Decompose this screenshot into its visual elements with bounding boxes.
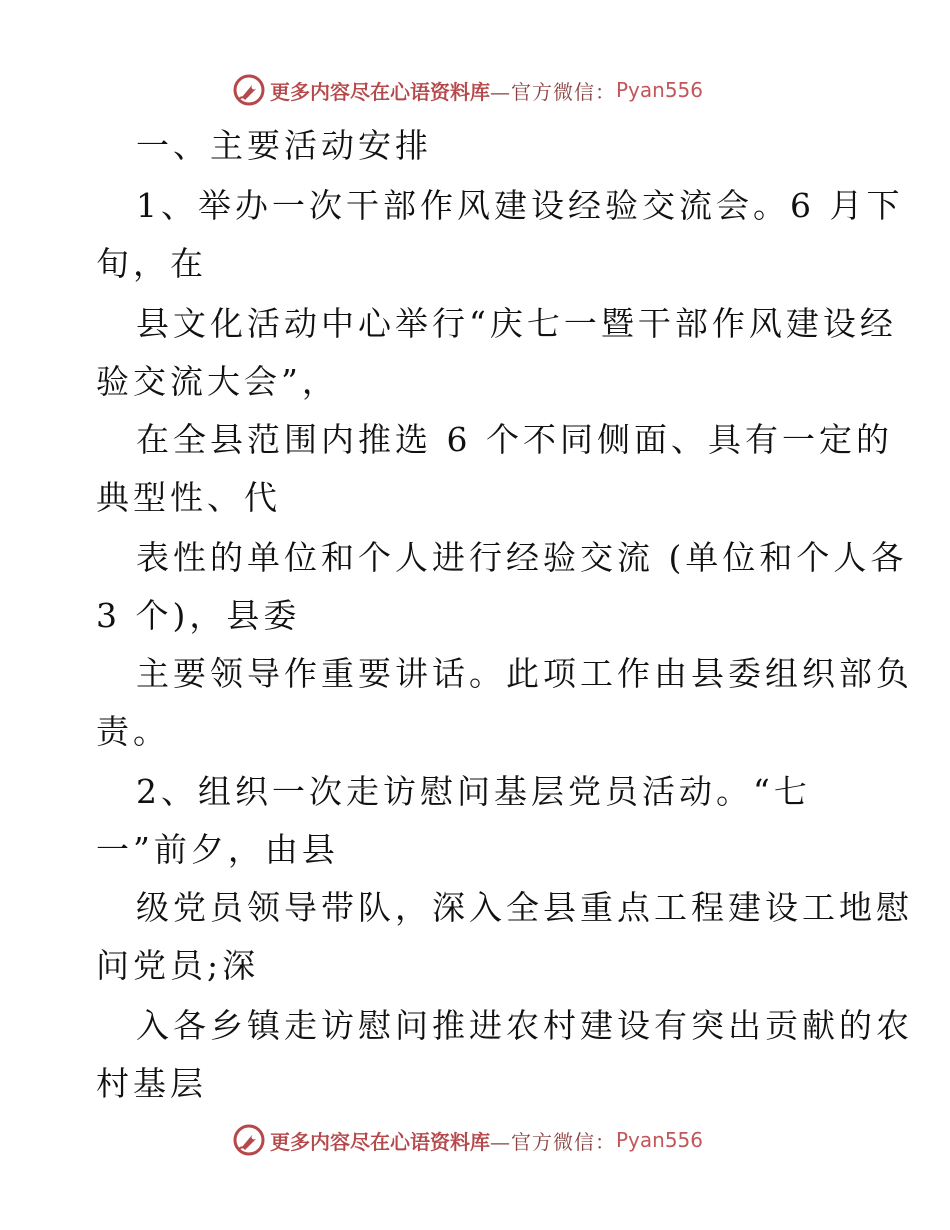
section-heading: 一、主要活动安排 xyxy=(136,126,432,165)
pen-nib-logo-icon xyxy=(232,73,266,107)
paragraph-line: 旬，在 xyxy=(96,244,207,283)
footer-watermark xyxy=(232,1122,703,1158)
paragraph-line: 村基层 xyxy=(96,1064,207,1103)
paragraph-line: 2、组织一次走访慰问基层党员活动。“七 xyxy=(136,772,811,811)
paragraph-line: 验交流大会”， xyxy=(96,362,339,401)
paragraph-line: 县文化活动中心举行“庆七一暨干部作风建设经 xyxy=(136,304,897,343)
paragraph-line: 1、举办一次干部作风建设经验交流会。6 月下 xyxy=(136,186,904,225)
watermark-wechat-id: Pyan556 xyxy=(616,78,704,102)
paragraph-line: 典型性、代 xyxy=(96,478,281,517)
paragraph-line: 问党员;深 xyxy=(96,946,260,985)
paragraph-line: 入各乡镇走访慰问推进农村建设有突出贡献的农 xyxy=(136,1006,913,1045)
paragraph-line: 3 个)，县委 xyxy=(96,596,301,635)
pen-nib-logo-icon xyxy=(232,1123,266,1157)
paragraph-line: 责。 xyxy=(96,712,170,751)
watermark-separator-text: —官方微信： xyxy=(490,1129,616,1154)
paragraph-line: 主要领导作重要讲话。此项工作由县委组织部负 xyxy=(136,654,913,693)
watermark-wechat-id: Pyan556 xyxy=(616,1128,704,1152)
paragraph-line: 一”前夕，由县 xyxy=(96,830,339,869)
watermark-brand-text: 更多内容尽在心语资料库 xyxy=(270,79,490,104)
watermark-brand-text: 更多内容尽在心语资料库 xyxy=(270,1129,490,1154)
paragraph-line: 表性的单位和个人进行经验交流 (单位和个人各 xyxy=(136,538,908,577)
header-watermark xyxy=(232,72,703,108)
watermark-separator-text: —官方微信： xyxy=(490,79,616,104)
paragraph-line: 在全县范围内推选 6 个不同侧面、具有一定的 xyxy=(136,420,893,459)
paragraph-line: 级党员领导带队，深入全县重点工程建设工地慰 xyxy=(136,888,913,927)
